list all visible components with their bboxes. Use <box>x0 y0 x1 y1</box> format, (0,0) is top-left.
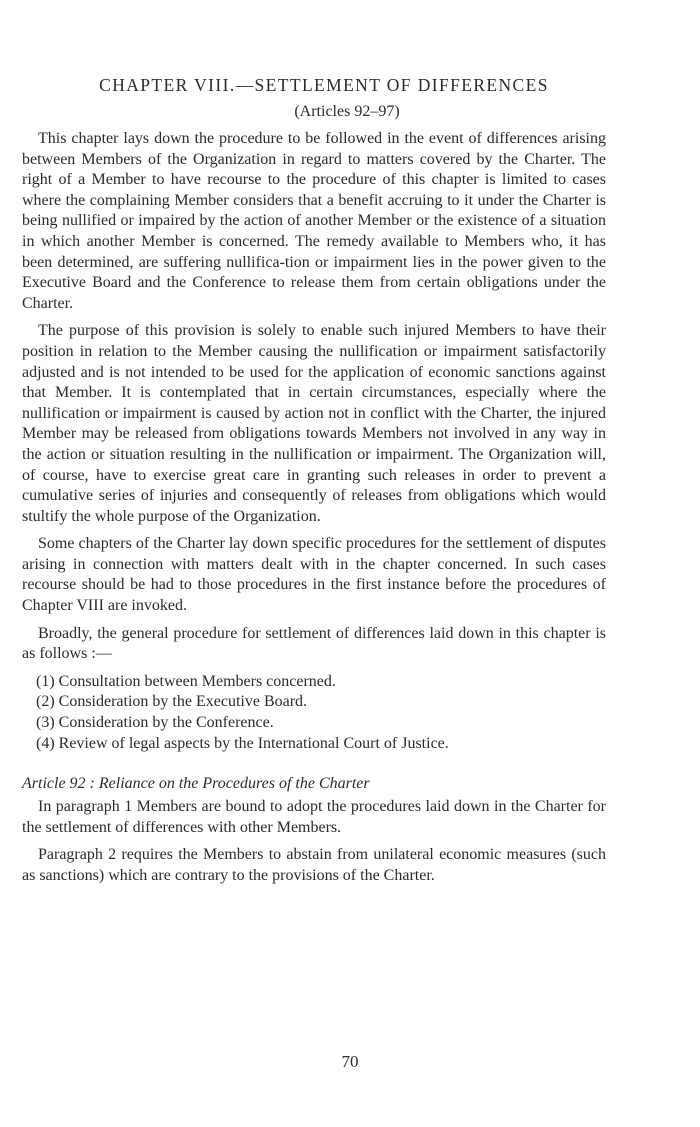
intro-paragraph-2: The purpose of this provision is solely to enable such injured Members to have their position in relation to the Member causing the nullification or impairment satisfactorily adjusted and is not intended to be used for the application of economic sanctions against that Member. It is contemplated that in certain circumstances, especially where the nullification or impairment is caused by action not in conflict with the Charter, the injured Member may be released from obligations towards Members not involved in any way in the action or situation resulting in the nullification or impairment. The Organization will, of course, have to exercise great care in granting such releases in order to prevent a cumulative series of injuries and consequently of releases from obligations which would stultify the whole purpose of the Organization. <box>22 322 606 525</box>
articles-range: (Articles 92–97) <box>294 103 400 120</box>
article-paragraph-2: Paragraph 2 requires the Members to abstain from unilateral economic measures (such as sanctions) which are contrary to the provisions of the Charter. <box>22 846 606 884</box>
article-paragraph-1: In paragraph 1 Members are bound to adopt the procedures laid down in the Charter for the settlement of differences with other Members. <box>22 798 606 836</box>
intro-paragraph-4: Broadly, the general procedure for settlement of differences laid down in this chapter is as follows :— <box>22 624 606 663</box>
procedure-step: (1) Consultation between Members concerned. <box>36 672 336 690</box>
procedure-list <box>22 672 606 754</box>
chapter-title: CHAPTER VIII.—SETTLEMENT OF DIFFERENCES <box>99 75 549 95</box>
page-number: 70 <box>341 1052 359 1071</box>
procedure-step: (3) Consideration by the Conference. <box>36 714 274 732</box>
procedure-step: (2) Consideration by the Executive Board. <box>36 693 308 711</box>
intro-paragraph-3: Some chapters of the Charter lay down specific procedures for the settlement of disputes arising in connection with matters dealt with in the chapter concerned. In such cases recourse should be had to those procedures in the first instance before the procedures of Chapter VIII are invoked. <box>22 535 606 615</box>
procedure-step: (4) Review of legal aspects by the International Court of Justice. <box>36 734 449 752</box>
intro-paragraph-1: This chapter lays down the procedure to be followed in the event of differences arising between Members of the Organization in regard to matters covered by the Charter. The right of a Member to have recourse to the procedure of this chapter is limited to cases where the complaining Member considers that a benefit accruing to it under the Charter is being nullified or impaired by the action of another Member or the existence of a situation in which another Member is concerned. The remedy available to Members who, it has been determined, are suffering nullifica-tion or impairment lies in the power given to the Executive Board and the Conference to release them from certain obligations under the Charter. <box>22 130 606 312</box>
article-heading: Article 92 : Reliance on the Procedures of the Charter <box>22 775 370 793</box>
